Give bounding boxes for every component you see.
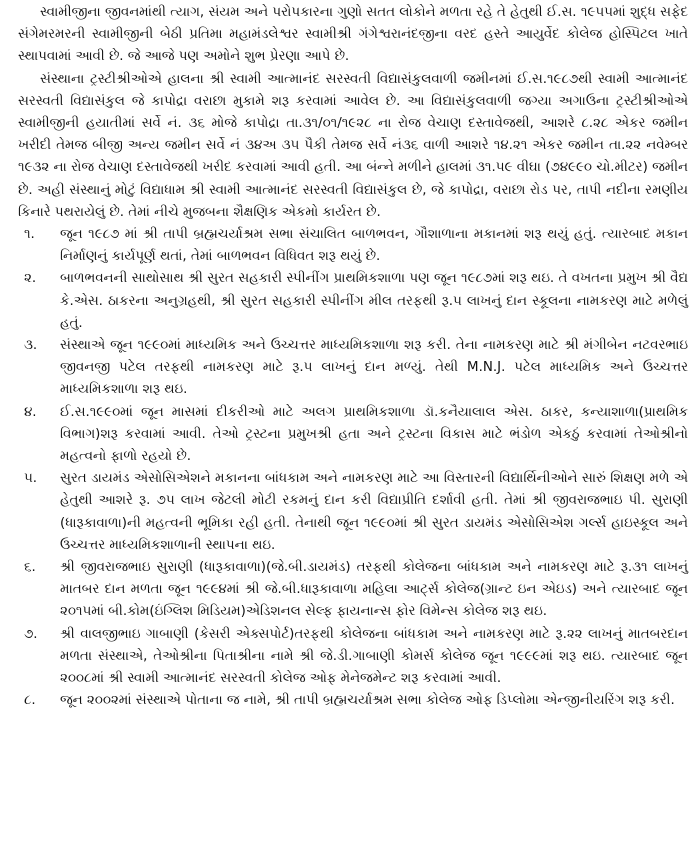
list-item-number: ૬. <box>24 560 36 576</box>
list-item-text: જૂન ૧૯૮૭ માં શ્રી તાપી બ્રહ્મચર્યાશ્રમ સભા સંચાલિત બાળભવન, ગૌશાળાના મકાનમાં શરૂ થયું હતું. ત્યારબાદ મકાન નિર્માણનું કાર્યપૂર્ણ થતાં, તેમાં બાળભવન વિધિવત શરૂ થયું છે. <box>60 227 688 265</box>
list-item-text: શ્રી જીવરાજભાઇ સુરાણી (ધારૂકાવાળા)(જે.બી.ડાયમંડ) તરફથી કોલેજના બાંધકામ અને નામકરણ માટે રૂ.૩૧ લાખનું માતબર દાન મળતા જૂન ૧૯૯૪માં શ્રી જે.બી.ધારૂકાવાળા મહિલા આર્ટ્સ કોલેજ(ગ્રાન્ટ ઇન એઇડ) અને ત્યારબાદ જૂન ૨૦૧૫માં બી.કોમ(ઇંગ્લિશ મિડિયમ)એડિશનલ સેલ્ફ ફાયનાન્સ ફોર વિમેન્સ કોલેજ શરૂ થઇ. <box>60 560 688 620</box>
list-item-text: સંસ્થાએ જૂન ૧૯૯૦માં માધ્યમિક અને ઉચ્ચત્તર માધ્યમિકશાળા શરૂ કરી. તેના નામકરણ માટે શ્રી મંગીબેન નટવરભાઇ જીવનજી પટેલ તરફથી નામકરણ માટે રૂ.૫ લાખનું દાન મળ્યું. તેથી M.N.J. પટેલ માધ્યમિક અને ઉચ્ચત્તર માધ્યમિકશાળા શરૂ થઇ. <box>60 338 688 398</box>
list-item <box>18 402 688 469</box>
list-item <box>18 224 688 268</box>
list-item-text: બાળભવનની સાથોસાથ શ્રી સુરત સહકારી સ્પીનીંગ પ્રાથમિકશાળા પણ જૂન ૧૯૮૭માં શરૂ થઇ. તે વખતના પ્રમુખ શ્રી વૈદ્ય કે.એસ. ઠાકરના અનુગ્રહથી, શ્રી સુરત સહકારી સ્પીનીંગ મીલ તરફથી રૂ.૫ લાખનું દાન સ્કૂલના નામકરણ માટે મળેલું હતું. <box>60 271 688 331</box>
list-item-number: ૧. <box>24 227 35 243</box>
list-item-text: શ્રી વાલજીભાઇ ગાબાણી (કેસરી એક્સપોર્ટ)તરફથી કોલેજના બાંધકામ અને નામકરણ માટે રૂ.૨૨ લાખનું માતબરદાન મળતા સંસ્થાએ, તેઓશ્રીના પિતાશ્રીના નામે શ્રી જે.ડી.ગાબાણી કોમર્સ કોલેજ જૂન ૧૯૯૯માં શરૂ થઇ. ત્યારબાદ જૂન ૨૦૦૮માં શ્રી સ્વામી આત્માનંદ સરસ્વતી કોલેજ ઓફ મેનેજમેન્ટ શરૂ કરવામાં આવી. <box>60 626 688 687</box>
list-item-number: ૪. <box>24 404 37 420</box>
list-item-number: ૩. <box>24 338 38 354</box>
list-item <box>18 690 688 712</box>
list-item-text: સુરત ડાયમંડ એસોસિએશને મકાનના બાંધકામ અને નામકરણ માટે આ વિસ્તારની વિદ્યાર્થિનીઓને સારું શિક્ષણ મળે એ હેતુથી આશરે રૂ. ૭૫ લાખ જેટલી મોટી રકમનું દાન કરી વિદ્યાપ્રીતિ દર્શાવી હતી. તેમાં શ્રી જીવરાજભાઇ પી. સુરાણી (ધારૂકાવાળા)ની મહત્વની ભૂમિકા રહી હતી. તેનાથી જૂન ૧૯૯૦માં શ્રી સુરત ડાયમંડ એસોસિએશ ગર્લ્સ હાઇસ્કૂલ અને ઉચ્ચત્તર માધ્યમિકશાળાની સ્થાપના થઇ. <box>60 471 688 553</box>
list-item-number: ૫. <box>24 471 38 487</box>
list-item-text: જૂન ૨૦૦૨માં સંસ્થાએ પોતાના જ નામે, શ્રી તાપી બ્રહ્મચર્યાશ્રમ સભા કોલેજ ઓફ ડિપ્લોમા એન્જીનીયરિંગ શરૂ કરી. <box>60 693 675 709</box>
list-item-number: ૮. <box>24 693 36 709</box>
paragraph-statue: સ્વામીજીના જીવનમાંથી ત્યાગ, સંયમ અને પરોપકારના ગુણો સતત લોકોને મળતા રહે તે હેતુથી ઈ.સ. ૧૯૫૫માં શુદ્ધ સફેદ સંગેમરમરની સ્વામીજીની બેઠી પ્રતિમા મહામંડલેશ્વર સ્વામીશ્રી ગંગેશ્વરાનંદજીના વરદ હસ્તે આયુર્વેદ કોલેજ હોસ્પિટલ ખાતે સ્થાપવામાં આવી છે. જે આજે પણ અમોને શુભ પ્રેરણા આપે છે. <box>18 5 688 65</box>
list-item <box>18 268 688 335</box>
list-item <box>18 335 688 402</box>
list-item-number: ૨. <box>24 271 37 287</box>
list-item-number: ૭. <box>24 626 38 642</box>
list-item <box>18 468 688 557</box>
list-item <box>18 624 688 691</box>
list-item-text: ઈ.સ.૧૯૯૦માં જૂન માસમાં દીકરીઓ માટે અલગ પ્રાથમિકશાળા ડૉ.કનૈયાલાલ એસ. ઠાકર, કન્યાશાળા(પ્રાથમિક વિભાગ)શરૂ કરવામાં આવી. તેઓ ટ્રસ્ટના પ્રમુખશ્રી હતા અને ટ્રસ્ટના વિકાસ માટે ભંડોળ એકઠું કરવામાં તેઓશ્રીનો મહત્વનો ફાળો રહયો છે. <box>60 404 688 465</box>
list-item <box>18 557 688 624</box>
educational-units-list <box>18 224 688 712</box>
paragraph-land-history: સંસ્થાના ટ્રસ્ટીશ્રીઓએ હાલના શ્રી સ્વામી આત્માનંદ સરસ્વતી વિદ્યાસંકુલવાળી જમીનમાં ઈ.સ.૧૯૮૭થી સ્વામી આત્માનંદ સરસ્વતી વિદ્યાસંકુલ જે કાપોદ્રા વરાછા મુકામે શરૂ કરવામાં આવેલ છે. આ વિદ્યાસંકુલવાળી જગ્યા અગાઉના ટ્રસ્ટીશ્રીઓએ સ્વામીજીની હયાતીમાં સર્વે નં. ૩૬ મોજે કાપોદ્રા તા.૩૧/૦૧/૧૯૨૮ ના રોજ વેચાણ દસ્તાવેજથી, આશરે ૮.૨૮ એકર જમીન ખરીદી તેમજ બીજી અન્ય જમીન સર્વે નં ૩૪અ ૩૫ પૈકી તેમજ સર્વે નં૩૬ વાળી આશરે ૧૪.૨૧ એકર જમીન તા.૨૨ નવેમ્બર ૧૯૩૨ ના રોજ વેચાણ દસ્તાવેજથી ખરીદ કરવામાં આવી હતી. આ બંન્ને મળીને હાલમાં ૩૧.૫૯ વીઘા (૭૪૯૯૦ ચો.મીટર) જમીન છે. અહી સંસ્થાનું મોટું વિદ્યાધામ શ્રી સ્વામી આત્માનંદ સરસ્વતી વિદ્યાસંકુલ છે, જે કાપોદ્રા, વરાછા રોડ પર, તાપી નદીના રમણીય કિનારે પથરાયેલું છે. તેમાં નીચે મુજબના શૈક્ષણિક એકમો કાર્યરત છે. <box>18 71 688 220</box>
